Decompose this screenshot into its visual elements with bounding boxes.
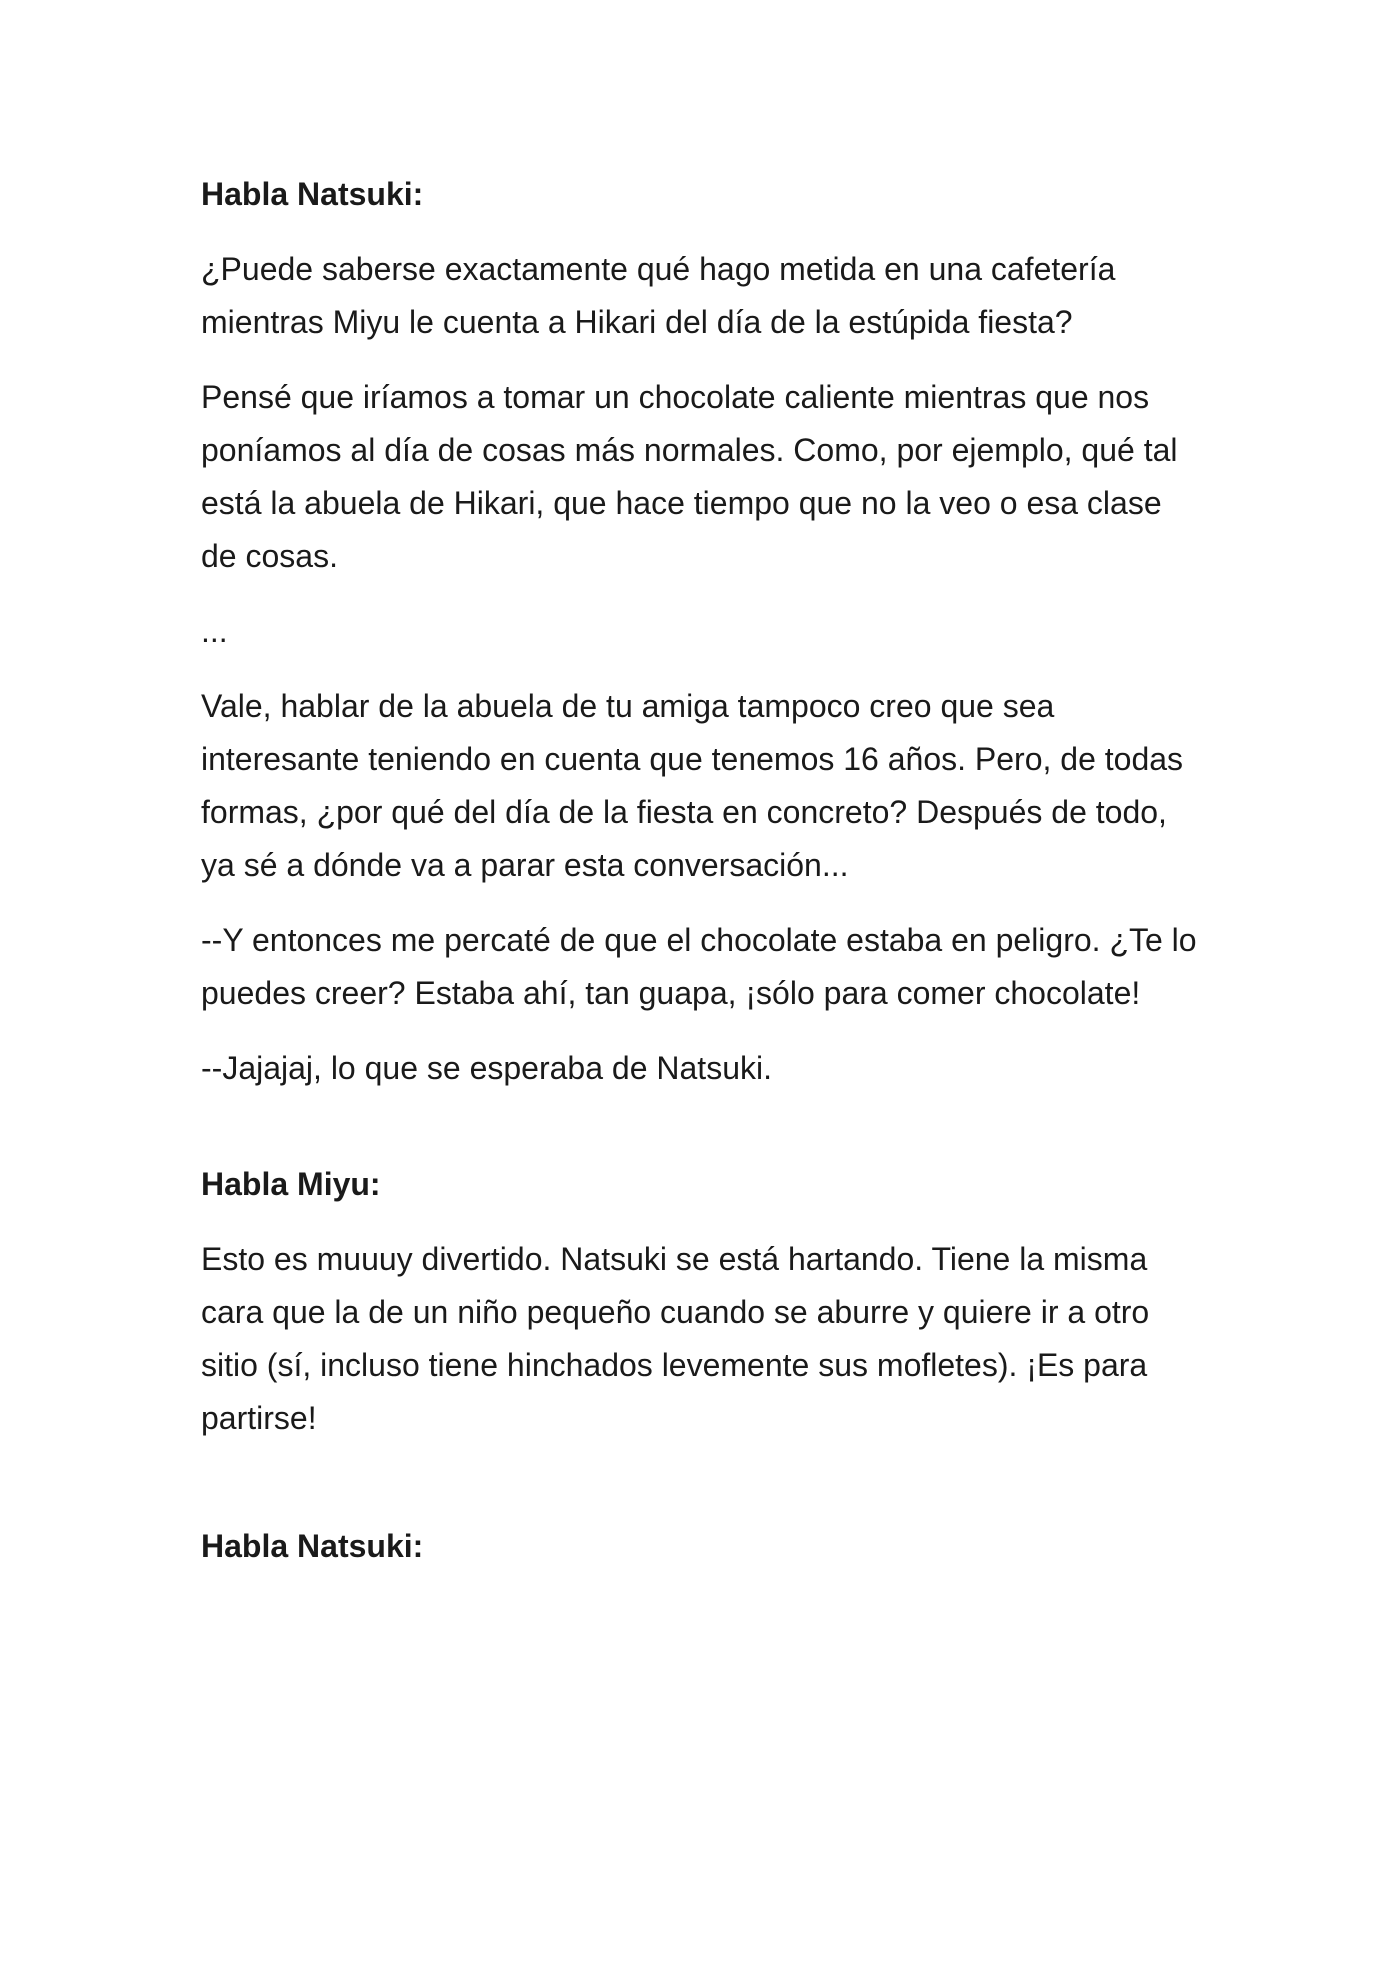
paragraph: Pensé que iríamos a tomar un chocolate caliente mientras que nos poníamos al día de cosas más normales. Como, por ejemplo, qué tal está la abuela de Hikari, que hace tiempo que no la veo o esa clase de cosas. (201, 379, 1178, 574)
paragraph: Vale, hablar de la abuela de tu amiga tampoco creo que sea interesante teniendo en cuenta que tenemos 16 años. Pero, de todas formas, ¿por qué del día de la fiesta en concreto? Después de todo, ya sé a dónde va a parar esta conversación... (201, 688, 1184, 883)
dialogue-line: --Y entonces me percaté de que el chocolate estaba en peligro. ¿Te lo puedes creer? Estaba ahí, tan guapa, ¡sólo para comer chocolate! (201, 922, 1197, 1011)
section-heading-natsuki: Habla Natsuki: (201, 176, 424, 212)
dialogue-line: --Jajajaj, lo que se esperaba de Natsuki. (201, 1050, 772, 1086)
paragraph-ellipsis: ... (201, 613, 228, 649)
document-body (201, 168, 1201, 1573)
section-heading-miyu: Habla Miyu: (201, 1166, 381, 1202)
section-heading-natsuki: Habla Natsuki: (201, 1528, 424, 1564)
paragraph: ¿Puede saberse exactamente qué hago metida en una cafetería mientras Miyu le cuenta a Hikari del día de la estúpida fiesta? (201, 251, 1116, 340)
paragraph: Esto es muuuy divertido. Natsuki se está hartando. Tiene la misma cara que la de un niño pequeño cuando se aburre y quiere ir a otro sitio (sí, incluso tiene hinchados levemente sus mofletes). ¡Es para partirse! (201, 1241, 1150, 1436)
